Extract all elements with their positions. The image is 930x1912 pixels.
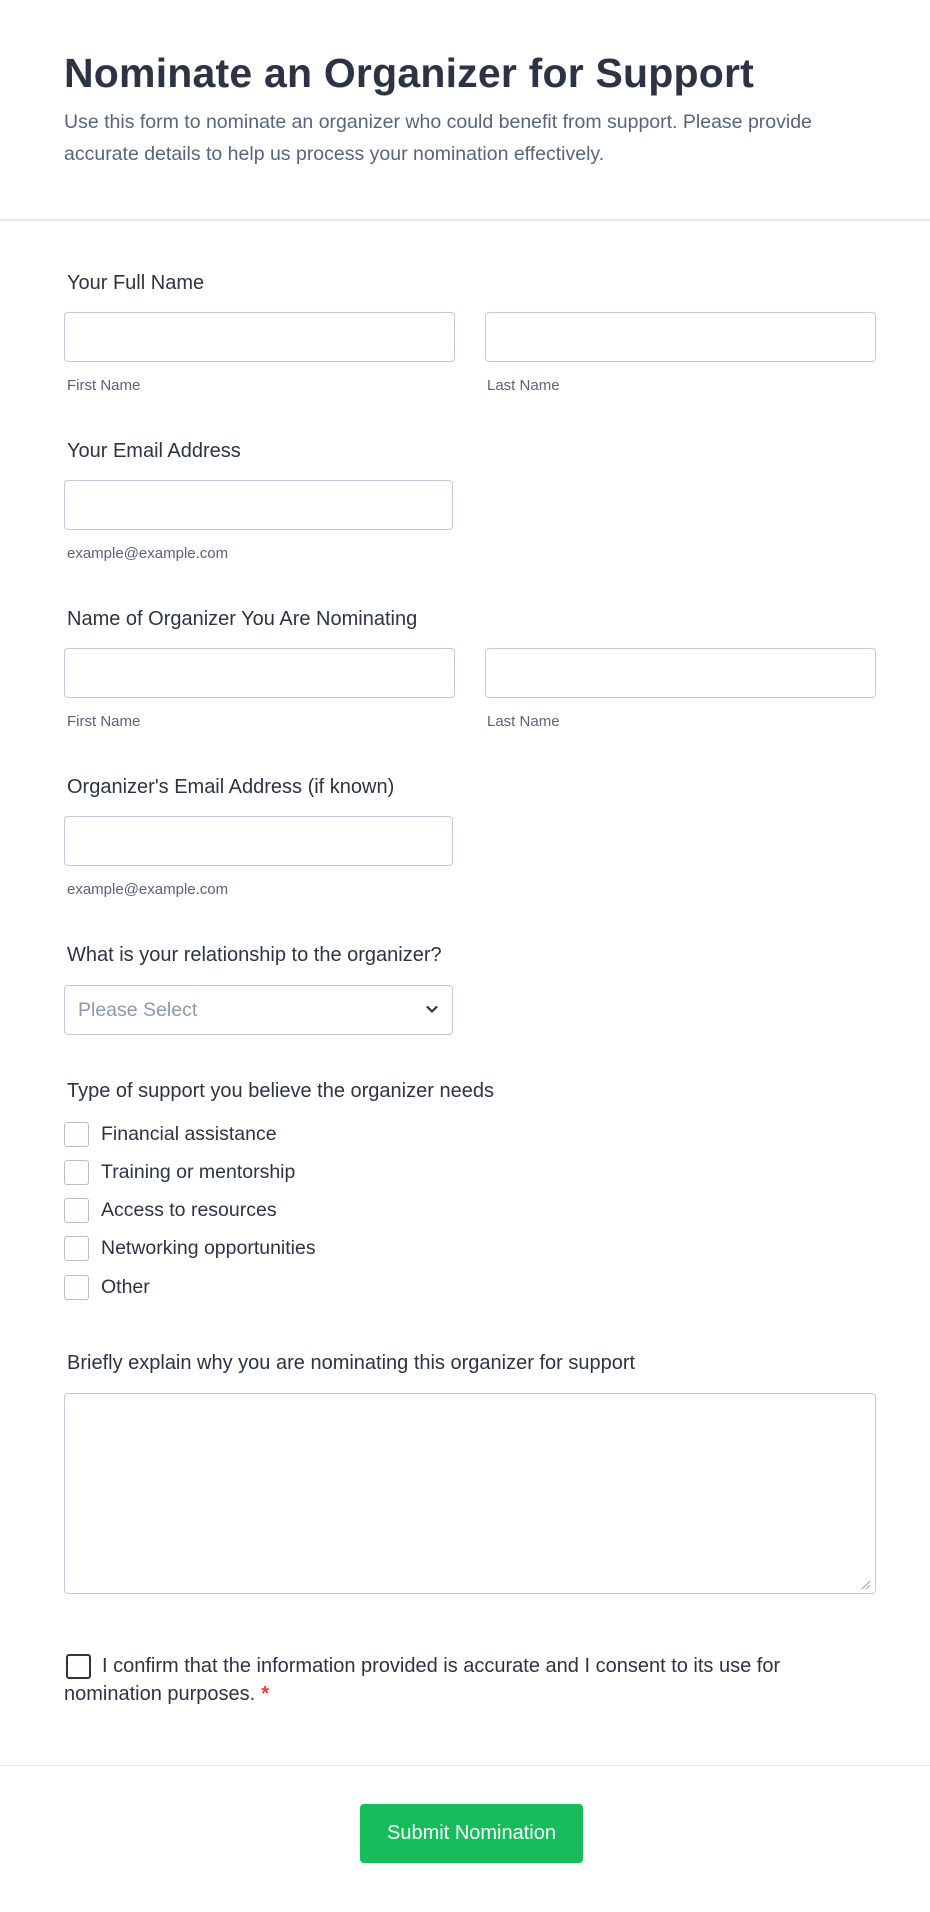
checkbox-label: Financial assistance	[101, 1123, 277, 1145]
checkbox-label: Access to resources	[101, 1199, 277, 1221]
checkbox-label: Other	[101, 1276, 150, 1298]
consent-text: I confirm that the information provided is accurate and I consent to its use for nomination purposes.	[64, 1655, 781, 1705]
consent-label	[64, 1652, 784, 1708]
first-name-input[interactable]	[64, 312, 455, 362]
support-option-networking[interactable]	[64, 1236, 564, 1262]
email-input[interactable]	[64, 480, 453, 530]
consent-checkbox[interactable]	[66, 1654, 91, 1679]
first-name-sublabel: First Name	[67, 377, 141, 394]
last-name-sublabel: Last Name	[487, 377, 560, 394]
footer-divider	[0, 1765, 930, 1766]
chevron-down-icon	[424, 1001, 440, 1017]
full-name-label: Your Full Name	[67, 272, 205, 294]
organizer-email-input[interactable]	[64, 816, 453, 866]
relationship-select-placeholder: Please Select	[78, 999, 198, 1021]
relationship-select[interactable]	[64, 985, 453, 1035]
explanation-label: Briefly explain why you are nominating this organizer for support	[67, 1352, 636, 1374]
explanation-textarea[interactable]	[64, 1393, 876, 1594]
checkbox[interactable]	[64, 1236, 89, 1261]
page-title: Nominate an Organizer for Support	[64, 50, 754, 96]
organizer-name-label: Name of Organizer You Are Nominating	[67, 608, 418, 630]
checkbox-label: Networking opportunities	[101, 1237, 316, 1259]
submit-button[interactable]: Submit Nomination	[360, 1804, 583, 1863]
organizer-last-name-input[interactable]	[485, 648, 876, 698]
organizer-first-name-input[interactable]	[64, 648, 455, 698]
support-option-other[interactable]	[64, 1275, 564, 1301]
email-sublabel: example@example.com	[67, 545, 229, 562]
organizer-first-name-sublabel: First Name	[67, 713, 141, 730]
required-star: *	[261, 1683, 270, 1705]
checkbox[interactable]	[64, 1122, 89, 1147]
relationship-label: What is your relationship to the organizer?	[67, 944, 442, 966]
checkbox[interactable]	[64, 1160, 89, 1185]
page-subtitle: Use this form to nominate an organizer who could benefit from support. Please provide accurate details to help us process your nomination effectively.	[64, 111, 812, 165]
organizer-last-name-sublabel: Last Name	[487, 713, 560, 730]
email-label: Your Email Address	[67, 440, 241, 462]
checkbox[interactable]	[64, 1198, 89, 1223]
support-option-resources[interactable]	[64, 1198, 564, 1224]
last-name-input[interactable]	[485, 312, 876, 362]
form-header	[0, 0, 930, 221]
support-option-training[interactable]	[64, 1160, 564, 1186]
support-option-financial[interactable]	[64, 1122, 564, 1148]
checkbox-label: Training or mentorship	[101, 1161, 296, 1183]
organizer-email-sublabel: example@example.com	[67, 881, 229, 898]
resize-handle-icon[interactable]	[860, 1579, 871, 1590]
organizer-email-label: Organizer's Email Address (if known)	[67, 776, 395, 798]
support-type-label: Type of support you believe the organizer needs	[67, 1080, 494, 1102]
checkbox[interactable]	[64, 1275, 89, 1300]
